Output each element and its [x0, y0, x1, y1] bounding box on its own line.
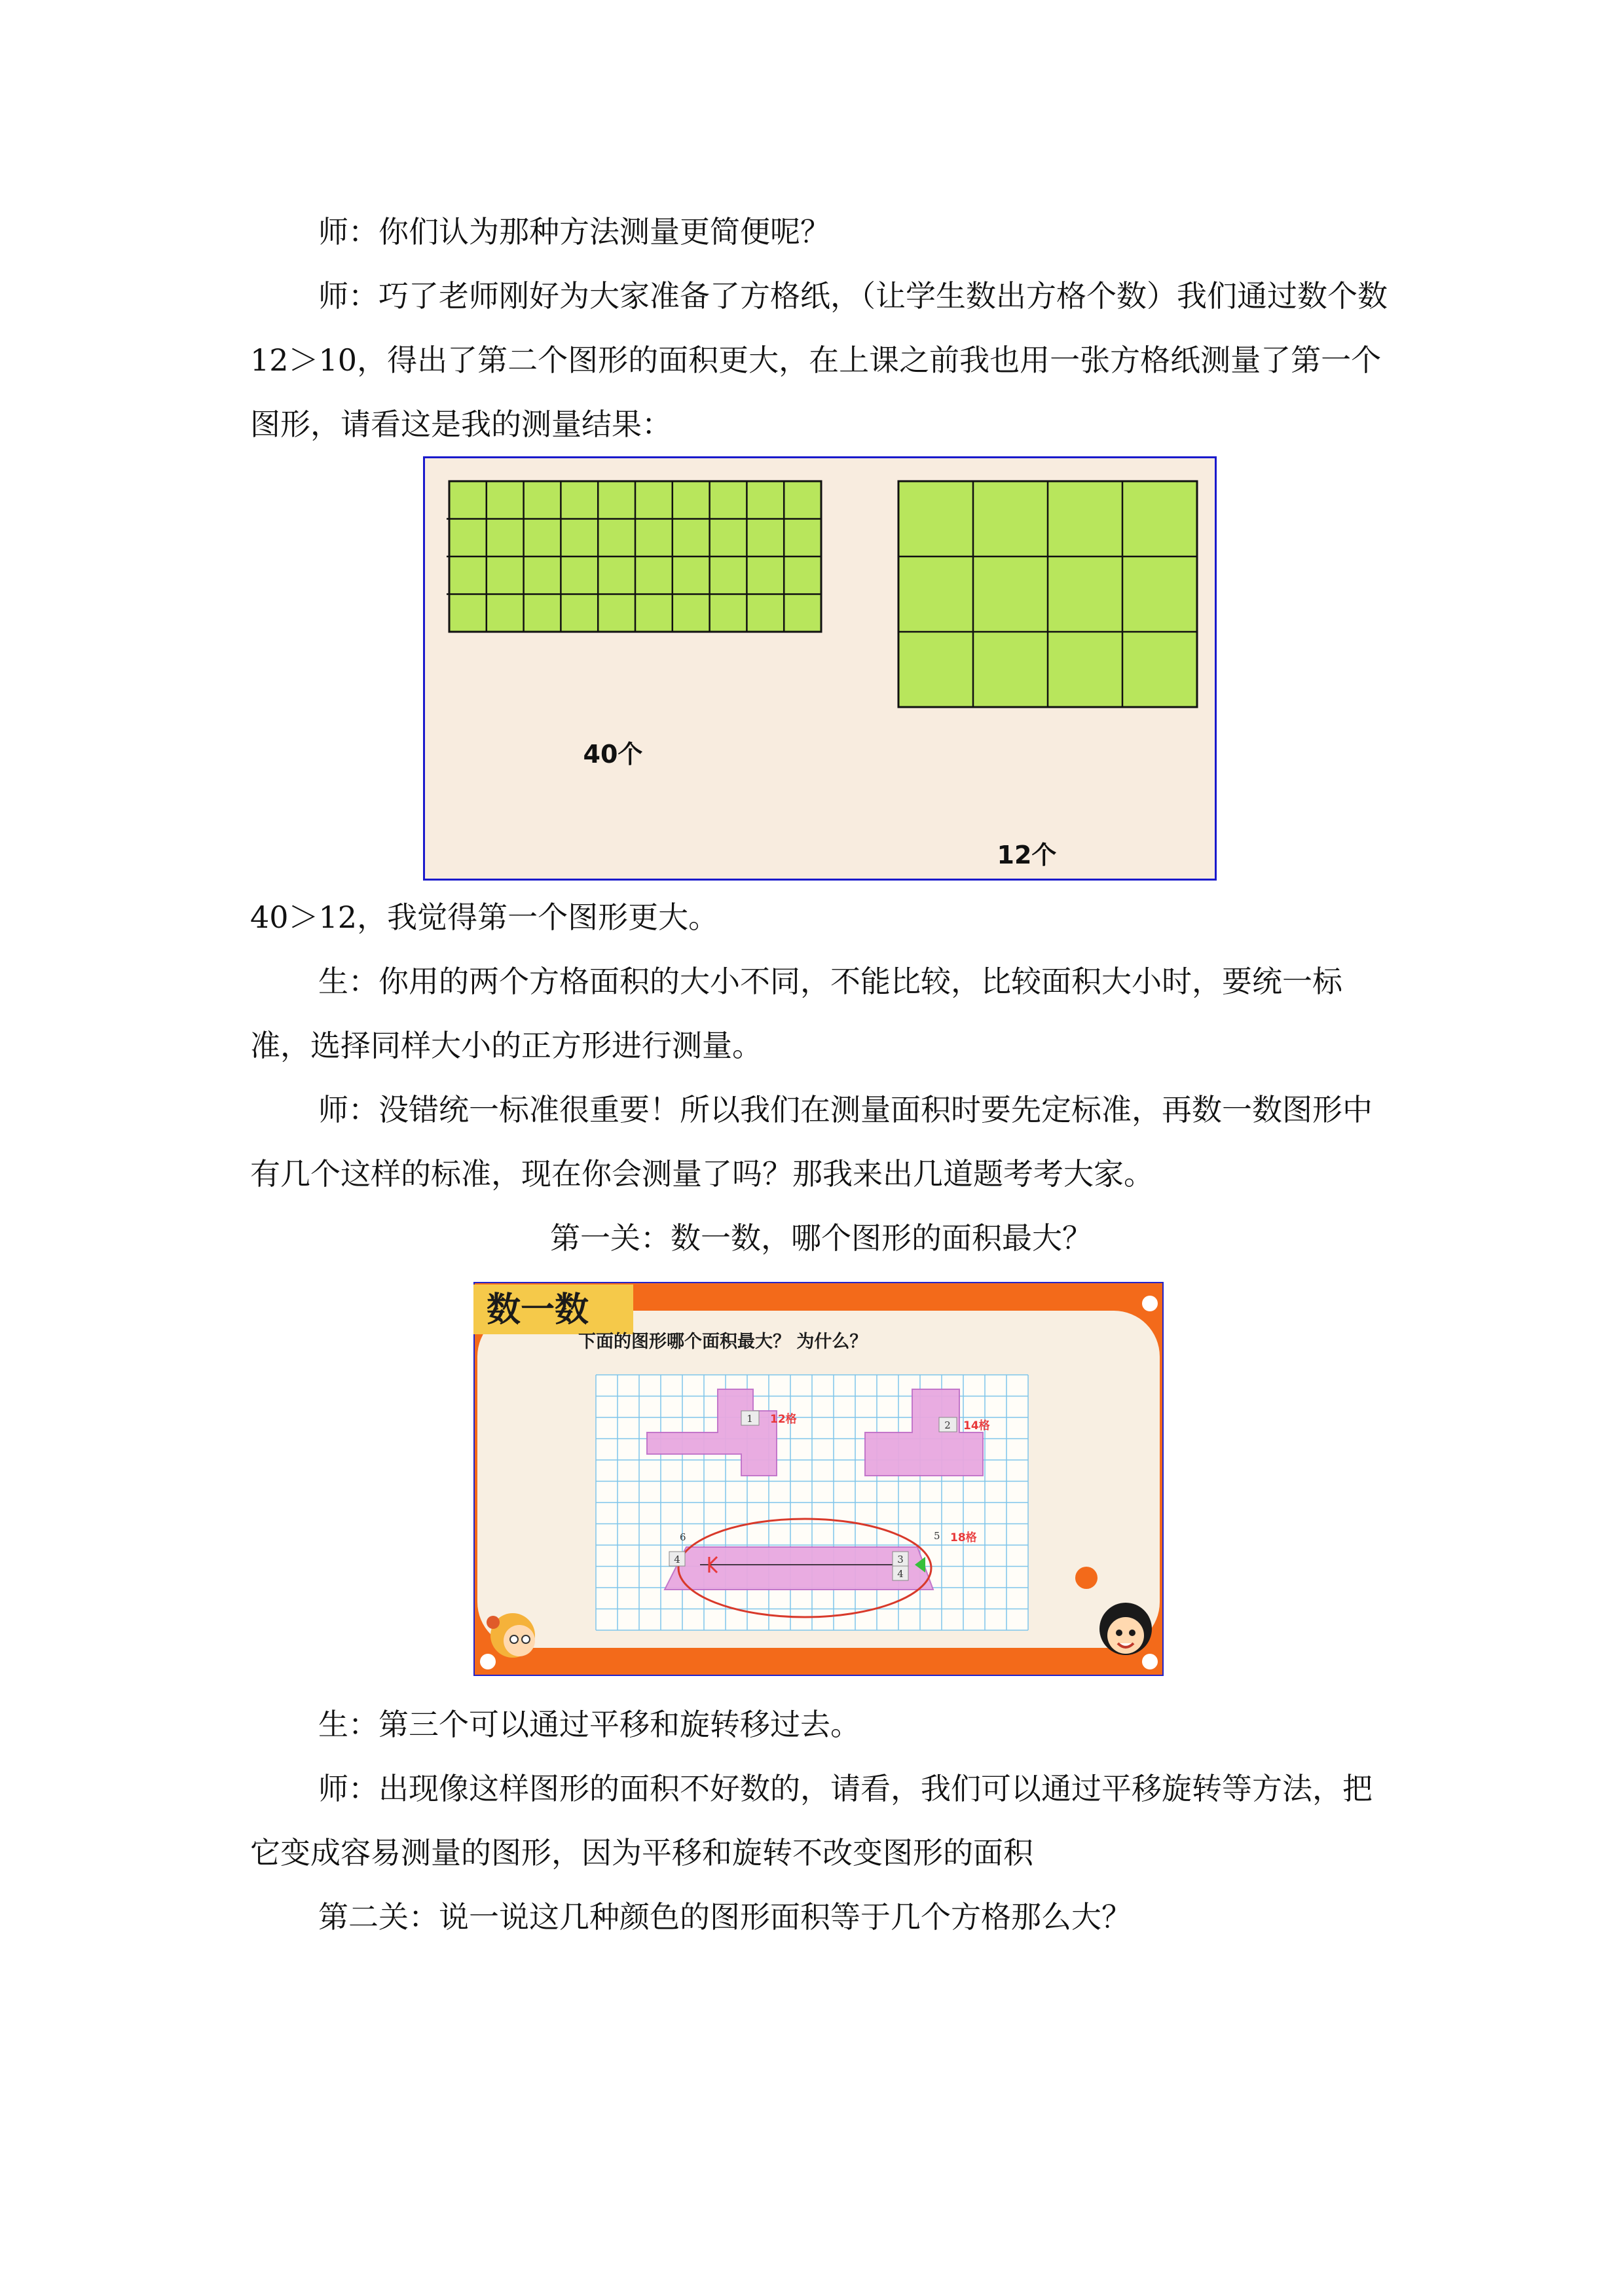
corner-dot [1142, 1296, 1158, 1311]
slide-question: 下面的图形哪个面积最大？ 为什么？ [578, 1332, 868, 1352]
paragraph-6: 第一关：数一数，哪个图形的面积最大？ [550, 1220, 1092, 1256]
paragraph-5: 师：没错统一标准很重要！所以我们在测量面积时要先定标准，再数一数图形中有几个这样的标准，现在你会测量了吗？那我来出几道题考考大家。 [250, 1092, 1373, 1192]
figure-grid-comparison [423, 456, 1217, 881]
corner-dot [480, 1654, 496, 1669]
slide-title: 数一数 [487, 1290, 589, 1330]
index-label: 4 [897, 1568, 904, 1580]
index-label: 1 [747, 1413, 753, 1425]
large-square-grid [898, 481, 1197, 707]
grid-lines [596, 1375, 1028, 1630]
paragraph-9: 第二关：说一说这几种颜色的图形面积等于几个方格那么大？ [318, 1899, 1132, 1935]
grid-paper [596, 1375, 1028, 1630]
paragraph-2: 师：巧了老师刚好为大家准备了方格纸，（让学生数出方格个数）我们通过数个数 12＞10，得出了第二个图形的面积更大，在上课之前我也用一张方格纸测量了第一个图形，请看这是我的测量结果： [250, 278, 1388, 442]
shape-3-label: 18格 [950, 1531, 977, 1544]
shape-2-label: 14格 [963, 1419, 990, 1432]
paragraph-3: 40＞12，我觉得第一个图形更大。 [250, 900, 719, 935]
paragraph-4: 生：你用的两个方格面积的大小不同，不能比较，比较面积大小时，要统一标准，选择同样大小的正方形进行测量。 [250, 964, 1342, 1063]
index-label: 4 [674, 1554, 680, 1565]
corner-dot [1142, 1654, 1158, 1669]
index-label: 5 [934, 1530, 940, 1542]
cartoon-boy-icon [1099, 1603, 1152, 1655]
index-label: 2 [944, 1419, 951, 1431]
large-grid-count: 12个 [997, 841, 1057, 869]
index-label: 6 [680, 1531, 686, 1543]
figure-count-slide [473, 1282, 1164, 1676]
paragraph-7: 生：第三个可以通过平移和旋转移过去。 [318, 1707, 860, 1742]
paragraph-8: 师：出现像这样图形的面积不好数的，请看，我们可以通过平移旋转等方法，把它变成容易测量的图形，因为平移和旋转不改变图形的面积 [250, 1771, 1373, 1870]
paragraph-1: 师：你们认为那种方法测量更简便呢？ [318, 214, 830, 249]
shape-1-label: 12格 [770, 1413, 797, 1426]
small-grid-count: 40个 [583, 740, 643, 769]
index-label: 3 [897, 1554, 904, 1565]
decor-dot [1075, 1567, 1098, 1589]
small-square-grid [447, 481, 821, 632]
